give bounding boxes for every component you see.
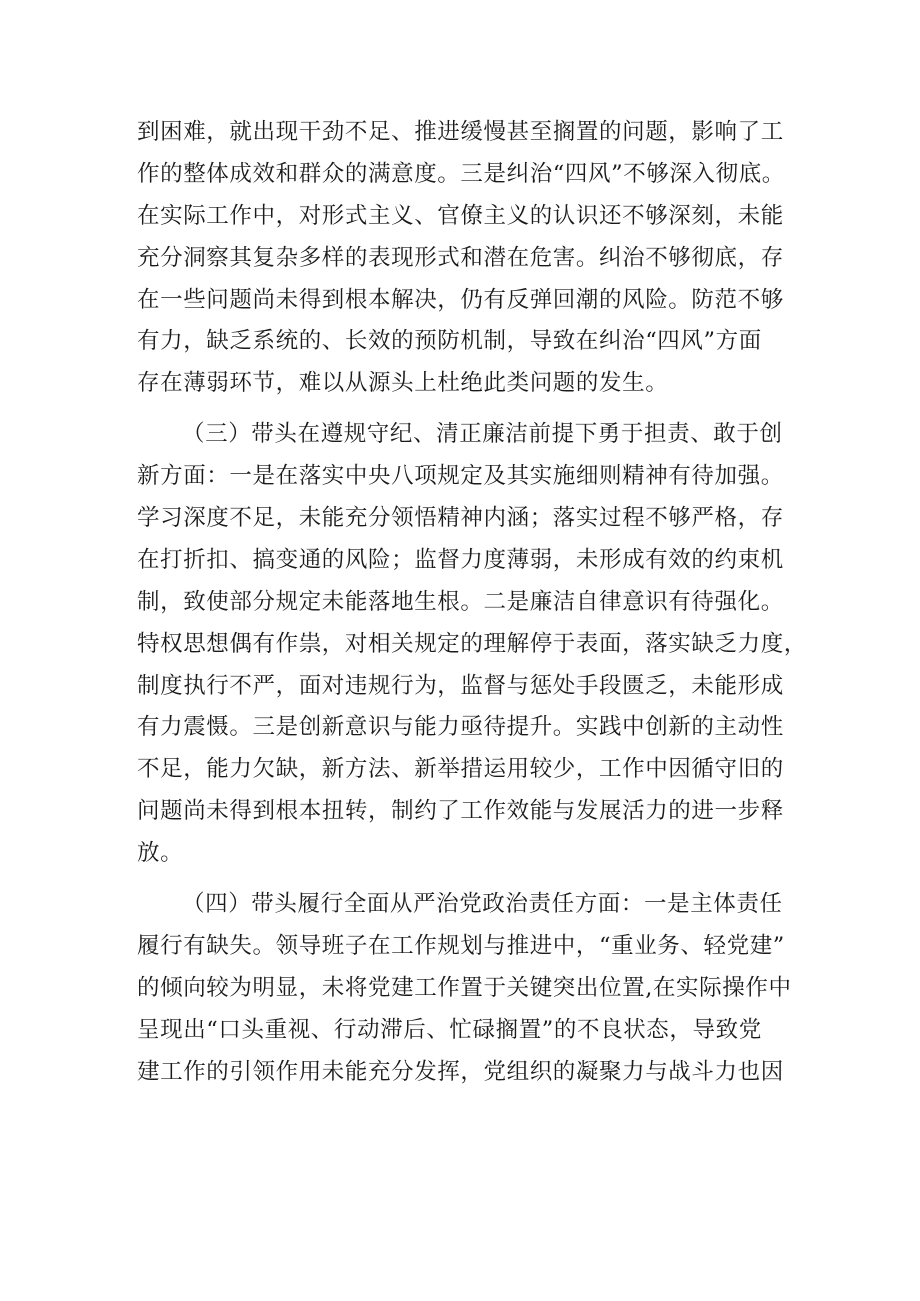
paragraph-1 [137,112,797,405]
text-line: 存在薄弱环节，难以从源头上杜绝此类问题的发生。 [137,370,669,397]
text-line: 充分洞察其复杂多样的表现形式和潜在危害。纠治不够彻底，存 [137,244,784,271]
text-line: 放。 [137,840,184,867]
text-line: 在打折扣、搞变通的风险；监督力度薄弱，未形成有效的约束机 [137,546,784,573]
text-line: 制度执行不严，面对违规行为，监督与惩处手段匮乏，未能形成 [137,672,784,699]
paragraph-spacer [137,875,797,884]
text-line: 建工作的引领作用未能充分发挥，党组织的凝聚力与战斗力也因 [137,1058,784,1085]
text-line: 作的整体成效和群众的满意度。三是纠治“四风”不够深入彻底。 [137,160,785,187]
text-line: 履行有缺失。领导班子在工作规划与推进中，“重业务、轻党建” [137,932,785,959]
text-line: 特权思想偶有作祟，对相关规定的理解停于表面，落实缺乏力度， [137,630,807,657]
document-body [137,112,807,1093]
text-line: 到困难，就出现干劲不足、推进缓慢甚至搁置的问题，影响了工 [137,119,784,145]
text-line: 问题尚未得到根本扭转，制约了工作效能与发展活力的进一步释 [137,798,784,825]
text-line: 在实际工作中，对形式主义、官僚主义的认识还不够深刻，未能 [137,202,784,229]
paragraph-2 [137,414,807,875]
text-line: 新方面：一是在落实中央八项规定及其实施细则精神有待加强。 [137,463,784,490]
text-line: 的倾向较为明显，未将党建工作置于关键突出位置,在实际操作中 [137,974,792,1001]
text-line: 有力，缺乏系统的、长效的预防机制，导致在纠治“四风”方面 [137,328,762,355]
text-line: 制，致使部分规定未能落地生根。二是廉洁自律意识有待强化。 [137,588,784,615]
text-line: 有力震慑。三是创新意识与能力亟待提升。实践中创新的主动性 [137,714,784,741]
text-line: 不足，能力欠缺，新方法、新举措运用较少，工作中因循守旧的 [137,756,784,783]
paragraph-3 [137,884,797,1093]
paragraph-spacer [137,405,797,414]
text-line: 学习深度不足，未能充分领悟精神内涵；落实过程不够严格，存 [137,505,784,532]
text-line: 呈现出“口头重视、行动滞后、忙碌搁置”的不良状态，导致党 [137,1016,762,1043]
text-line-indented: （四）带头履行全面从严治党政治责任方面：一是主体责任 [182,891,783,918]
text-line: 在一些问题尚未得到根本解决，仍有反弹回潮的风险。防范不够 [137,286,784,313]
text-line-indented: （三）带头在遵规守纪、清正廉洁前提下勇于担责、敢于创 [182,421,783,448]
